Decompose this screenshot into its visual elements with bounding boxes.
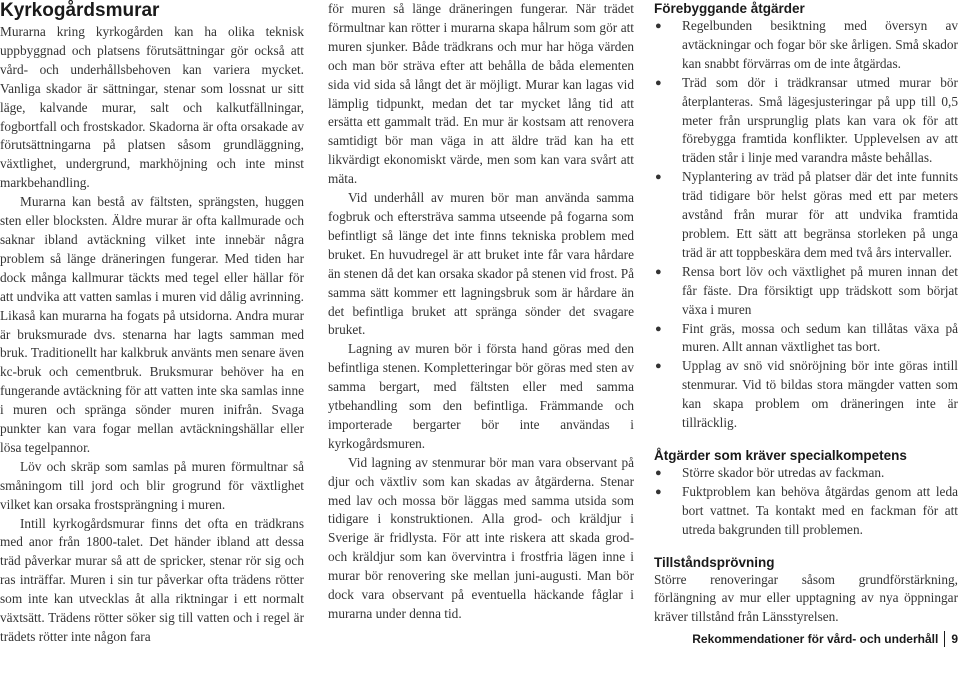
list-item: ● Träd som dör i trädkransar utmed murar bör återplanteras. Små lägesjusteringar på upp till 0,5 meter från ursprunglig plats kan vara ok för att förebygga framtida konflikter. Upplevelsen av att träden står i linje med varandra måste behållas.	[655, 74, 958, 166]
page-number: 9	[951, 632, 958, 646]
paragraph: Lagning av muren bör i första hand göras med den befintliga stenen. Kompletteringar bör göras med sten av samma bergart, med fältsten eller med samma ytbehandling som den befintliga. Främmande och importerade bergarter bör inte användas i kyrkogårdsmuren.	[328, 341, 634, 451]
bullet-dot-icon: ●	[655, 322, 662, 335]
footer-divider	[944, 631, 945, 647]
paragraph: Vid underhåll av muren bör man använda samma fogbruk och eftersträva samma utseende på fogarna som befintligt så länge det inte finns tekniska problem med bruket. En huvudregel är att bruket inte får vara hårdare än stenen då det kan orsaka skador på stenen vid frost. På samma sätt kommer ett lagningsbruk som är hårdare än det befintliga bruket att spränga sönder det svagare bruket.	[328, 190, 634, 338]
bullet-dot-icon: ●	[655, 265, 662, 278]
list-item: ● Fuktproblem kan behöva åtgärdas genom att leda bort vattnet. Ta kontakt med en fackman för att utreda bakgrunden till problemen.	[655, 483, 958, 537]
page-title: Kyrkogårdsmurar	[0, 0, 160, 21]
section-heading-tillstandsprovning: Tillståndsprövning	[654, 554, 775, 570]
paragraph: Murarna kan bestå av fältsten, sprängsten, huggen sten eller blocksten. Äldre murar är ofta kallmurade och saknar ibland avtäckning vilket inte innebär några problem så länge dräneringen fungerar. Med tiden har dock många kallmurar täckts med tegel eller hällar för att undvika att vatten samlas i muren vid dålig avrinning. Likaså kan murarna ha fogats på utsidorna. Andra murar är bruksmurade dvs. stenarna har lagts samman med bruk. Traditionellt har kalkbruk använts men senare även kc-bruk och cementbruk. Bruksmurar behöver ha en fungerande avtäckning för att vatten inte ska samlas inne i muren och spränga sönder muren inifrån. Svaga punkter kan vara fogar mellan avtäckningshällar eller lösa tegelpannor.	[0, 194, 304, 455]
column-middle	[328, 0, 634, 624]
section-heading-forebyggande: Förebyggande åtgärder	[654, 1, 805, 16]
bullet-dot-icon: ●	[655, 466, 662, 479]
bullet-dot-icon: ●	[655, 20, 662, 32]
bullet-dot-icon: ●	[655, 76, 662, 89]
paragraph: Löv och skräp som samlas på muren förmultnar så småningom till jord och blir grogrund för växtlighet vilket kan orsaka frostsprängning i muren.	[0, 458, 304, 512]
bullet-dot-icon: ●	[655, 485, 662, 498]
paragraph: för muren så länge dräneringen fungerar. När trädet förmultnar kan rötter i murarna skapa hålrum som gör att muren sjunker. Både trädkrans och mur har höga värden och man bör sträva efter att behålla de båda elementen sida vid sida så långt det är möjligt. Murar kan lagas vid lämplig tidpunkt, medan det tar mycket lång tid att ersätta ett gammalt träd. En mur är kostsam att renovera samtidigt bör man väga in att äldre träd kan ha ett likvärdigt ekonomiskt värde, men som kan vara svårt att mäta.	[328, 1, 634, 187]
bullet-list-specialkompetens	[654, 464, 958, 540]
list-item: ● Fint gräs, mossa och sedum kan tillåtas växa på muren. Allt annan växtlighet tas bort.	[655, 320, 958, 355]
bullet-dot-icon: ●	[655, 171, 662, 184]
paragraph: Större renoveringar såsom grundförstärkning, förlängning av mur eller upptagning av nya öppningar kräver tillstånd från Länsstyrelsen.	[654, 571, 958, 625]
paragraph: Murarna kring kyrkogården kan ha olika teknisk uppbyggnad och platsens förutsättningar gör också att vård- och underhållsbehoven kan variera mycket. Vanliga skador är sättningar, stenar som lossnat ur sitt läge, kalvande murar, salt och kalkutfällningar, fogbortfall och frostskador. Skadorna är ofta orsakade av förutsättningarna på platsen såsom grundläggning, växtlighet, undergrund, markhöjning och inte minst markbehandling.	[0, 24, 304, 191]
section-heading-specialkompetens: Åtgärder som kräver specialkompetens	[654, 447, 907, 463]
bullet-list-forebyggande	[654, 17, 958, 433]
list-item: ● Rensa bort löv och växtlighet på muren innan det får fäste. Dra försiktigt upp trädskott som börjat växa i muren	[655, 263, 958, 317]
column-left	[0, 0, 304, 647]
page-footer	[654, 628, 958, 650]
footer-title: Rekommendationer för vård- och underhåll	[692, 632, 939, 646]
list-item: ● Upplag av snö vid snöröjning bör inte göras intill stenmurar. Vid tö bildas stora mängder vatten som kan skapa problem om dräneringen inte är tillräcklig.	[655, 358, 958, 431]
list-item: ● Regelbunden besiktning med översyn av avtäckningar och fogar bör ske årligen. Små skador kan snabbt förvärras om de inte åtgärdas.	[655, 18, 958, 71]
column-right	[654, 0, 958, 627]
bullet-dot-icon: ●	[655, 360, 662, 373]
list-item: ● Nyplantering av träd på platser där det inte funnits träd tidigare bör helst göras med ett par meters avstånd från murar för att undvika framtida problem. Ett sätt att begränsa storleken på unga träd är att toppbeskära dem med två års intervaller.	[655, 169, 958, 260]
paragraph: Vid lagning av stenmurar bör man vara observant på djur och växtliv som kan skadas av åtgärderna. Stenar med lav och mossa bör läggas med samma utsida som tidigare i konstruktionen. Alla grod- och kräldjur i Sverige är fridlysta. För att inte riskera att skada grod- och kräldjur som kan övervintra i frostfria lägen inne i murar bör renovering ske mellan juni-augusti. Man bör dock vara observant på eventuella häckande fåglar i murarna under denna tid.	[328, 454, 634, 621]
paragraph: Intill kyrkogårdsmurar finns det ofta en trädkrans med anor från 1800-talet. Det händer ibland att dessa träd påverkar murar så att de spricker, stenar rör sig och ras inträffar. Muren i sin tur påverkar ofta trädens rötter som inte kan utvecklas åt alla riktningar i ett normalt växtsätt. Trädens rötter söker sig till vatten och i regel är trädets rötter inte någon fara	[0, 515, 304, 644]
list-item: ● Större skador bör utredas av fackman.	[654, 464, 958, 483]
